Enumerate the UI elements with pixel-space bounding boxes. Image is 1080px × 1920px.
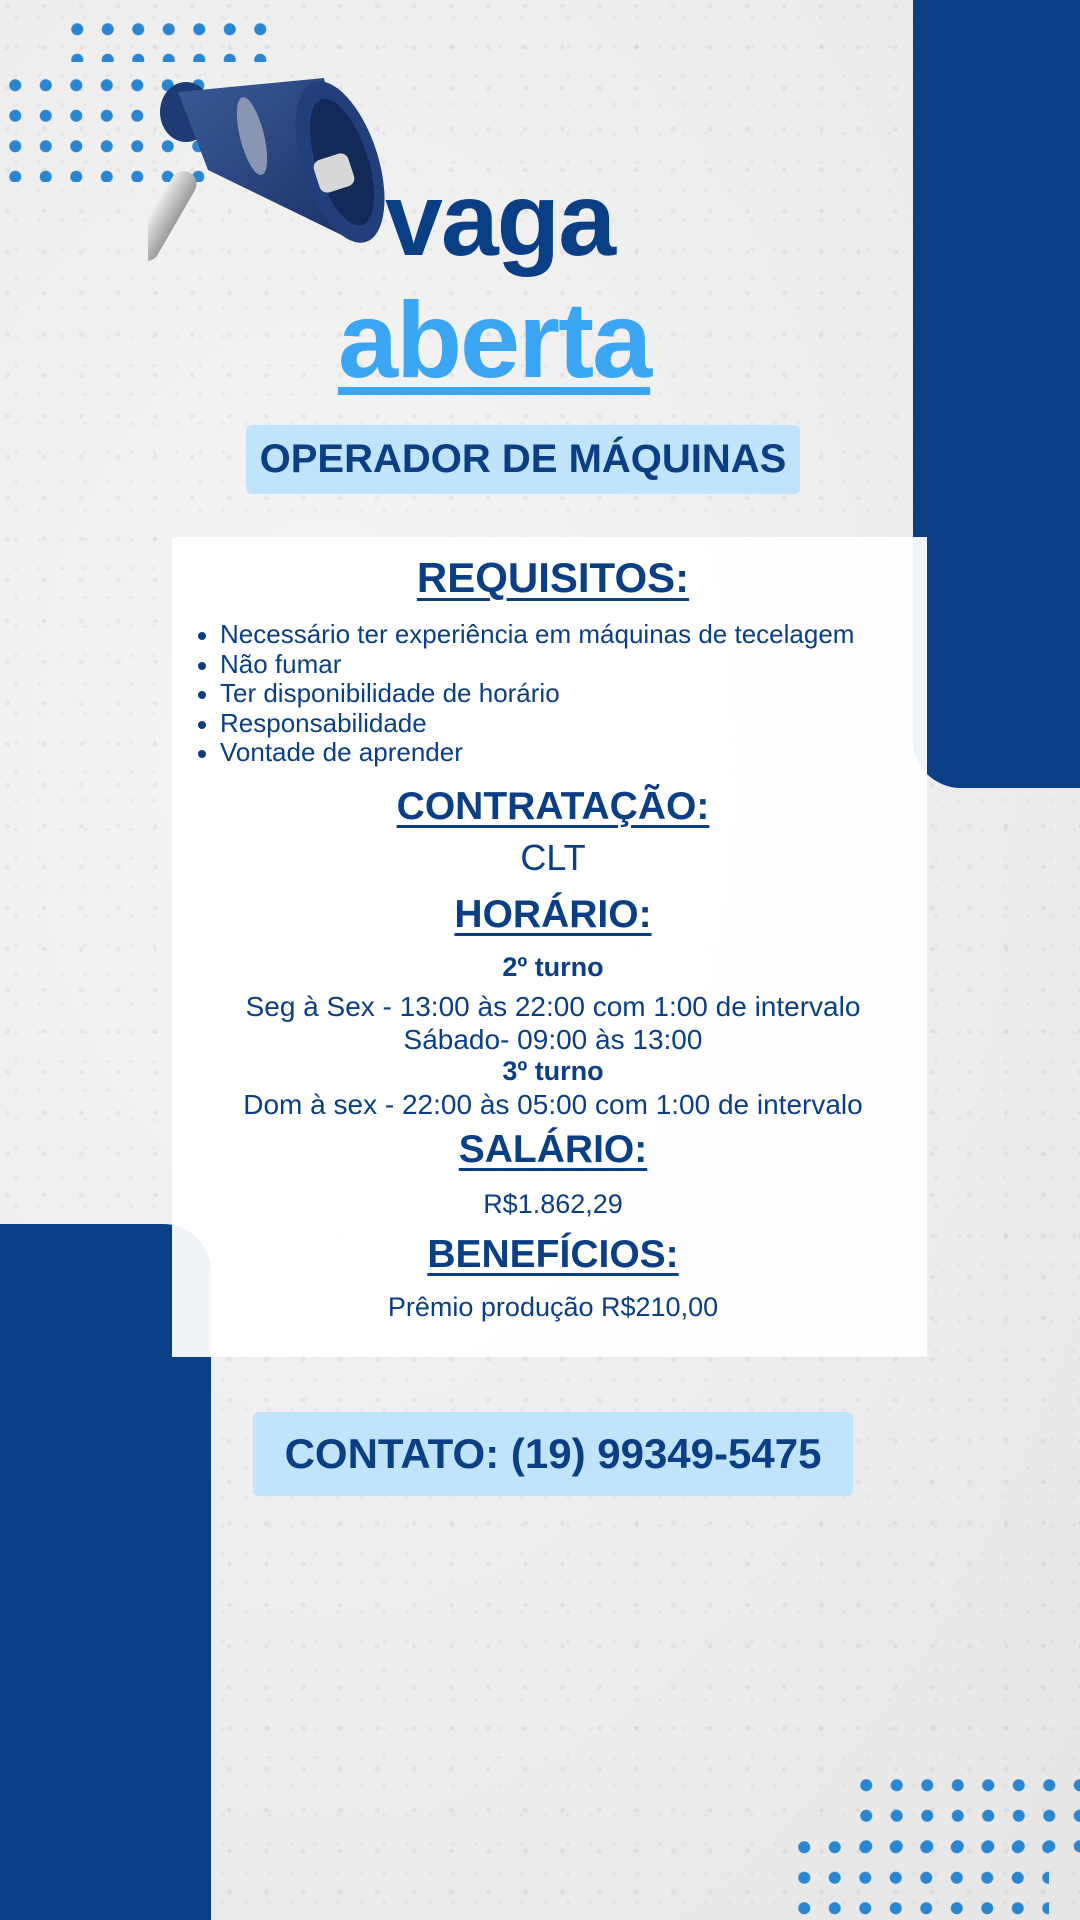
- decorative-panel-right: [913, 0, 1080, 788]
- salary-value: R$1.862,29: [483, 1189, 623, 1219]
- dot-grid-decoration-top: [62, 14, 276, 62]
- job-title-badge: OPERADOR DE MÁQUINAS: [246, 425, 800, 494]
- requirement-item: Necessário ter experiência em máquinas de tecelagem: [220, 619, 855, 649]
- megaphone-icon: [148, 74, 390, 270]
- hiring-value: CLT: [520, 837, 586, 878]
- benefits-heading: BENEFÍCIOS:: [427, 1233, 679, 1276]
- requirement-item: Responsabilidade: [220, 709, 854, 739]
- shift-2-weekday-hours: Seg à Sex - 13:00 às 22:00 com 1:00 de intervalo: [245, 991, 861, 1022]
- salary-heading: SALÁRIO:: [458, 1128, 648, 1171]
- hiring-heading: CONTRATAÇÃO:: [396, 785, 710, 828]
- contact-phone[interactable]: CONTATO: (19) 99349-5475: [253, 1412, 853, 1496]
- benefits-value: Prêmio produção R$210,00: [387, 1292, 719, 1322]
- headline-aberta: aberta: [338, 279, 651, 400]
- requirement-item: Ter disponibilidade de horário: [220, 679, 854, 709]
- shift-2-saturday-hours: Sábado- 09:00 às 13:00: [403, 1024, 703, 1055]
- requirement-item: Não fumar: [220, 650, 854, 680]
- dot-grid-decoration-bottom-right: [789, 1832, 1049, 1920]
- headline-vaga: vaga: [385, 162, 615, 278]
- shift-2-label: 2º turno: [502, 952, 604, 982]
- shift-3-label: 3º turno: [502, 1056, 604, 1086]
- requirements-heading: REQUISITOS:: [416, 554, 690, 601]
- schedule-heading: HORÁRIO:: [454, 893, 652, 936]
- shift-3-hours: Dom à sex - 22:00 às 05:00 com 1:00 de intervalo: [243, 1089, 863, 1120]
- requirements-list: [220, 620, 854, 768]
- requirement-item: Vontade de aprender: [220, 738, 854, 768]
